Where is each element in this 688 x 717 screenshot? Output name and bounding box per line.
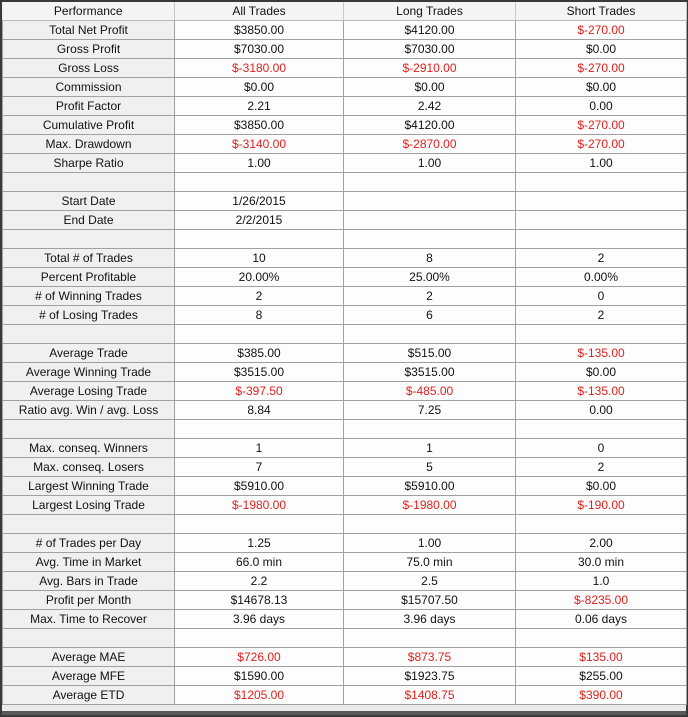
- row-label[interactable]: [3, 629, 175, 648]
- table-cell[interactable]: $3515.00: [175, 363, 344, 382]
- table-cell[interactable]: $-2910.00: [344, 59, 516, 78]
- table-cell[interactable]: 3.96 days: [175, 610, 344, 629]
- row-label[interactable]: [3, 230, 175, 249]
- table-cell[interactable]: 2.42: [344, 97, 516, 116]
- table-row: [3, 686, 687, 705]
- table-cell[interactable]: 1.00: [344, 154, 516, 173]
- table-row: [3, 344, 687, 363]
- row-label[interactable]: Cumulative Profit: [3, 116, 175, 135]
- table-cell[interactable]: $-270.00: [516, 59, 687, 78]
- row-label[interactable]: Total # of Trades: [3, 249, 175, 268]
- table-cell[interactable]: 1: [175, 439, 344, 458]
- row-label[interactable]: Percent Profitable: [3, 268, 175, 287]
- table-cell[interactable]: $0.00: [344, 78, 516, 97]
- row-label[interactable]: Average Winning Trade: [3, 363, 175, 382]
- row-label[interactable]: Average Losing Trade: [3, 382, 175, 401]
- table-cell[interactable]: $726.00: [175, 648, 344, 667]
- performance-table: [2, 2, 687, 705]
- table-cell[interactable]: $5910.00: [175, 477, 344, 496]
- table-cell[interactable]: $-3140.00: [175, 135, 344, 154]
- table-cell[interactable]: $1205.00: [175, 686, 344, 705]
- table-row: [3, 496, 687, 515]
- table-cell[interactable]: 25.00%: [344, 268, 516, 287]
- table-cell[interactable]: 66.0 min: [175, 553, 344, 572]
- table-cell[interactable]: 0: [516, 439, 687, 458]
- table-cell[interactable]: $0.00: [516, 78, 687, 97]
- row-label[interactable]: Sharpe Ratio: [3, 154, 175, 173]
- table-row: [3, 572, 687, 591]
- row-label[interactable]: Average MFE: [3, 667, 175, 686]
- table-cell[interactable]: [175, 420, 344, 439]
- table-cell[interactable]: $0.00: [175, 78, 344, 97]
- table-cell[interactable]: 7: [175, 458, 344, 477]
- table-row: [3, 667, 687, 686]
- table-row: [3, 40, 687, 59]
- table-cell[interactable]: [175, 325, 344, 344]
- table-cell[interactable]: [516, 420, 687, 439]
- table-row: [3, 363, 687, 382]
- table-cell[interactable]: $-2870.00: [344, 135, 516, 154]
- table-cell[interactable]: $7030.00: [175, 40, 344, 59]
- table-cell[interactable]: $-135.00: [516, 382, 687, 401]
- table-cell[interactable]: 2.00: [516, 534, 687, 553]
- table-cell[interactable]: [344, 211, 516, 230]
- column-header-long-trades[interactable]: Long Trades: [344, 2, 516, 21]
- row-label[interactable]: # of Winning Trades: [3, 287, 175, 306]
- table-cell[interactable]: $1923.75: [344, 667, 516, 686]
- table-cell[interactable]: 2: [175, 287, 344, 306]
- row-label[interactable]: Average Trade: [3, 344, 175, 363]
- table-cell[interactable]: $0.00: [516, 477, 687, 496]
- table-cell[interactable]: 2.5: [344, 572, 516, 591]
- table-cell[interactable]: $4120.00: [344, 21, 516, 40]
- table-cell[interactable]: 8.84: [175, 401, 344, 420]
- table-cell[interactable]: 8: [175, 306, 344, 325]
- table-cell[interactable]: $390.00: [516, 686, 687, 705]
- row-label[interactable]: Commission: [3, 78, 175, 97]
- table-cell[interactable]: $4120.00: [344, 116, 516, 135]
- row-label[interactable]: Start Date: [3, 192, 175, 211]
- table-row: [3, 439, 687, 458]
- table-row: [3, 382, 687, 401]
- table-cell[interactable]: 0.06 days: [516, 610, 687, 629]
- row-label[interactable]: [3, 325, 175, 344]
- table-cell[interactable]: 8: [344, 249, 516, 268]
- table-row: [3, 553, 687, 572]
- table-cell[interactable]: 10: [175, 249, 344, 268]
- table-cell[interactable]: $7030.00: [344, 40, 516, 59]
- table-cell[interactable]: 2.21: [175, 97, 344, 116]
- table-cell[interactable]: $3850.00: [175, 116, 344, 135]
- table-cell[interactable]: [175, 515, 344, 534]
- table-cell[interactable]: $-270.00: [516, 21, 687, 40]
- table-cell[interactable]: 2: [516, 249, 687, 268]
- table-cell[interactable]: [175, 173, 344, 192]
- table-row: [3, 211, 687, 230]
- table-cell[interactable]: [516, 629, 687, 648]
- row-label[interactable]: [3, 420, 175, 439]
- table-cell[interactable]: $-397.50: [175, 382, 344, 401]
- table-cell[interactable]: [344, 325, 516, 344]
- table-cell[interactable]: [175, 629, 344, 648]
- table-cell[interactable]: $385.00: [175, 344, 344, 363]
- table-cell[interactable]: 20.00%: [175, 268, 344, 287]
- table-cell[interactable]: [516, 192, 687, 211]
- row-label[interactable]: Avg. Bars in Trade: [3, 572, 175, 591]
- row-label[interactable]: Max. conseq. Winners: [3, 439, 175, 458]
- row-label[interactable]: Avg. Time in Market: [3, 553, 175, 572]
- table-cell[interactable]: $0.00: [516, 40, 687, 59]
- table-cell[interactable]: [516, 211, 687, 230]
- table-row: [3, 154, 687, 173]
- row-label[interactable]: Ratio avg. Win / avg. Loss: [3, 401, 175, 420]
- table-cell[interactable]: 30.0 min: [516, 553, 687, 572]
- table-cell[interactable]: 1.00: [175, 154, 344, 173]
- table-cell[interactable]: 1.00: [516, 154, 687, 173]
- spacer-row: [3, 325, 687, 344]
- table-cell[interactable]: 2.2: [175, 572, 344, 591]
- table-row: [3, 135, 687, 154]
- spacer-row: [3, 629, 687, 648]
- row-label[interactable]: Gross Loss: [3, 59, 175, 78]
- table-cell[interactable]: $-1980.00: [175, 496, 344, 515]
- row-label[interactable]: Gross Profit: [3, 40, 175, 59]
- table-cell[interactable]: 7.25: [344, 401, 516, 420]
- header-row: [3, 2, 687, 21]
- row-label[interactable]: # of Trades per Day: [3, 534, 175, 553]
- spacer-row: [3, 420, 687, 439]
- table-row: [3, 401, 687, 420]
- table-row: [3, 648, 687, 667]
- table-cell[interactable]: [516, 515, 687, 534]
- table-cell[interactable]: 0.00: [516, 401, 687, 420]
- row-label[interactable]: Profit Factor: [3, 97, 175, 116]
- table-cell[interactable]: [516, 325, 687, 344]
- table-cell[interactable]: [516, 230, 687, 249]
- table-cell[interactable]: 0.00: [516, 97, 687, 116]
- row-label[interactable]: Largest Winning Trade: [3, 477, 175, 496]
- table-row: [3, 287, 687, 306]
- table-cell[interactable]: $-3180.00: [175, 59, 344, 78]
- table-cell[interactable]: 2: [516, 458, 687, 477]
- table-row: [3, 249, 687, 268]
- table-cell[interactable]: [344, 230, 516, 249]
- column-header-performance[interactable]: Performance: [3, 2, 175, 21]
- table-cell[interactable]: $-485.00: [344, 382, 516, 401]
- row-label[interactable]: Max. Drawdown: [3, 135, 175, 154]
- row-label[interactable]: Max. Time to Recover: [3, 610, 175, 629]
- table-cell[interactable]: $-190.00: [516, 496, 687, 515]
- table-cell[interactable]: 75.0 min: [344, 553, 516, 572]
- spacer-row: [3, 230, 687, 249]
- row-label[interactable]: Average MAE: [3, 648, 175, 667]
- table-cell[interactable]: 5: [344, 458, 516, 477]
- spacer-row: [3, 515, 687, 534]
- table-cell[interactable]: $14678.13: [175, 591, 344, 610]
- table-cell[interactable]: 0: [516, 287, 687, 306]
- table-cell[interactable]: 0.00%: [516, 268, 687, 287]
- table-cell[interactable]: 1: [344, 439, 516, 458]
- row-label[interactable]: Total Net Profit: [3, 21, 175, 40]
- table-cell[interactable]: $-270.00: [516, 116, 687, 135]
- table-cell[interactable]: $15707.50: [344, 591, 516, 610]
- table-cell[interactable]: 1.25: [175, 534, 344, 553]
- table-row: [3, 192, 687, 211]
- table-cell[interactable]: $-135.00: [516, 344, 687, 363]
- table-cell[interactable]: $-8235.00: [516, 591, 687, 610]
- table-row: [3, 78, 687, 97]
- table-cell[interactable]: 1.00: [344, 534, 516, 553]
- bottom-edge: [2, 711, 686, 715]
- table-cell[interactable]: $873.75: [344, 648, 516, 667]
- row-label[interactable]: Average ETD: [3, 686, 175, 705]
- table-cell[interactable]: $1590.00: [175, 667, 344, 686]
- table-cell[interactable]: $1408.75: [344, 686, 516, 705]
- table-cell[interactable]: [344, 515, 516, 534]
- table-cell[interactable]: 2/2/2015: [175, 211, 344, 230]
- table-cell[interactable]: $-1980.00: [344, 496, 516, 515]
- table-cell[interactable]: [344, 173, 516, 192]
- table-row: [3, 116, 687, 135]
- column-header-all-trades[interactable]: All Trades: [175, 2, 344, 21]
- table-cell[interactable]: 1/26/2015: [175, 192, 344, 211]
- table-cell[interactable]: [175, 230, 344, 249]
- table-cell[interactable]: 2: [516, 306, 687, 325]
- table-cell[interactable]: $5910.00: [344, 477, 516, 496]
- table-cell[interactable]: $135.00: [516, 648, 687, 667]
- row-label[interactable]: [3, 173, 175, 192]
- row-label[interactable]: # of Losing Trades: [3, 306, 175, 325]
- table-cell[interactable]: $0.00: [516, 363, 687, 382]
- row-label[interactable]: Profit per Month: [3, 591, 175, 610]
- table-cell[interactable]: [516, 173, 687, 192]
- table-cell[interactable]: 3.96 days: [344, 610, 516, 629]
- table-cell[interactable]: $255.00: [516, 667, 687, 686]
- table-cell[interactable]: 6: [344, 306, 516, 325]
- table-row: [3, 458, 687, 477]
- table-row: [3, 97, 687, 116]
- table-row: [3, 610, 687, 629]
- table-row: [3, 306, 687, 325]
- table-row: [3, 268, 687, 287]
- table-cell[interactable]: $3515.00: [344, 363, 516, 382]
- table-cell[interactable]: $515.00: [344, 344, 516, 363]
- column-header-short-trades[interactable]: Short Trades: [516, 2, 687, 21]
- table-cell[interactable]: [344, 629, 516, 648]
- table-row: [3, 534, 687, 553]
- row-label[interactable]: [3, 515, 175, 534]
- table-cell[interactable]: 1.0: [516, 572, 687, 591]
- table-cell[interactable]: [344, 420, 516, 439]
- table-cell[interactable]: $3850.00: [175, 21, 344, 40]
- table-cell[interactable]: $-270.00: [516, 135, 687, 154]
- row-label[interactable]: Largest Losing Trade: [3, 496, 175, 515]
- table-row: [3, 59, 687, 78]
- table-cell[interactable]: [344, 192, 516, 211]
- table-row: [3, 477, 687, 496]
- table-row: [3, 591, 687, 610]
- row-label[interactable]: Max. conseq. Losers: [3, 458, 175, 477]
- spacer-row: [3, 173, 687, 192]
- table-row: [3, 21, 687, 40]
- table-cell[interactable]: 2: [344, 287, 516, 306]
- row-label[interactable]: End Date: [3, 211, 175, 230]
